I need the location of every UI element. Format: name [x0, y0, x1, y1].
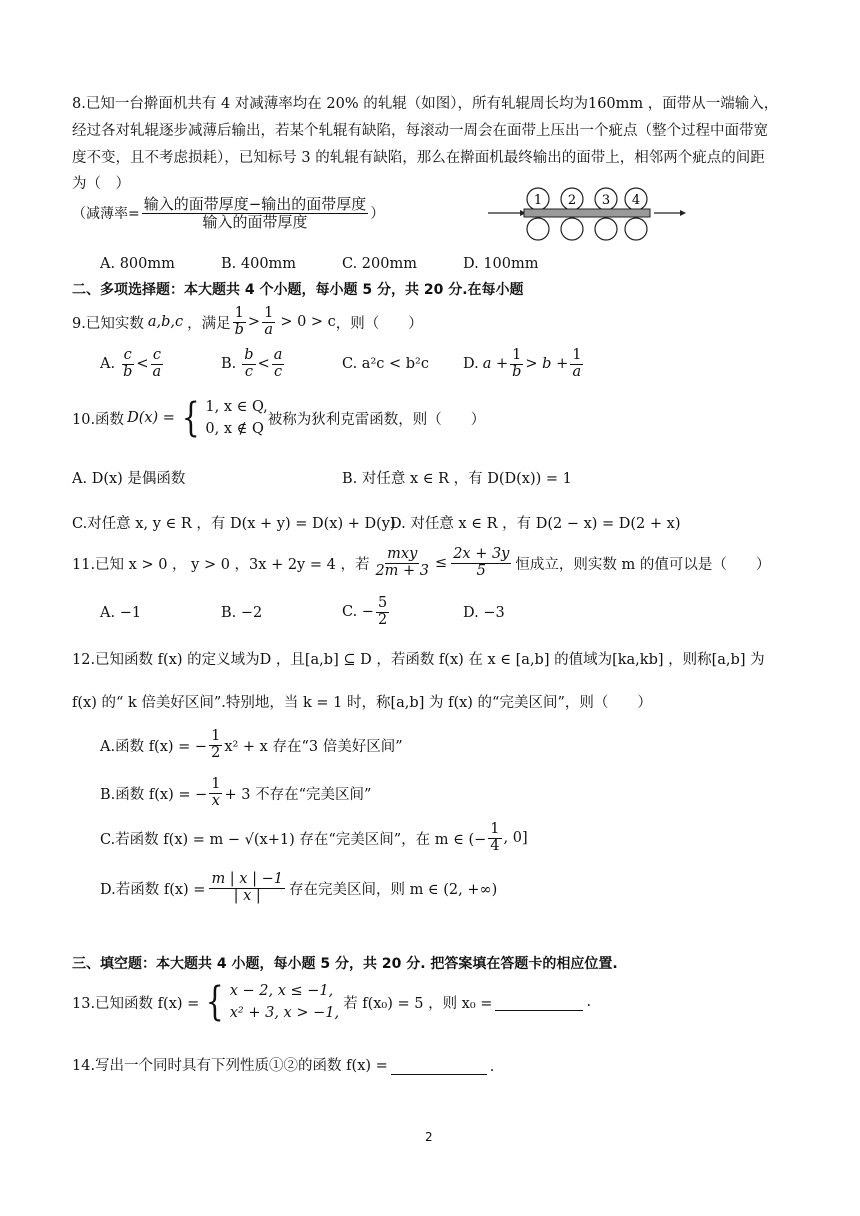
q12-option-d-frac — [209, 872, 285, 905]
q8-option-d: D. 100mm — [463, 256, 539, 272]
q11-option-a: A. −1 — [100, 605, 142, 621]
q11-option-c-frac — [376, 596, 389, 629]
roller-bottom-3 — [595, 218, 617, 240]
q8-option-a: A. 800mm — [100, 256, 175, 272]
q11-frac2 — [451, 547, 511, 580]
q9-frac-1a: $\frac{1}{a}$ — [264, 305, 274, 338]
q13-cases — [202, 980, 339, 1024]
q9-d-frac1: $\frac{1}{b}$ — [512, 347, 522, 380]
q8-option-c: C. 200mm — [342, 256, 417, 272]
q10-cases-list — [205, 396, 267, 440]
q9-option-d-label: D. — [463, 356, 479, 373]
q11-suffix: 恒成立，则实数 m 的值可以是（ ） — [515, 556, 771, 573]
q13-prefix: 13.已知函数 f(x) = — [72, 995, 200, 1012]
q9-mid: ，满足 — [187, 315, 231, 332]
q9-b-frac2: $\frac{a}{c}$ — [273, 347, 283, 380]
q10-stem — [72, 396, 485, 440]
q8-line2: 经过各对轧辊逐步减薄后输出，若某个轧辊有缺陷，每滚动一周会在面带上压出一个疵点（整个过程中面带宽 — [72, 123, 768, 139]
q13-suffix: 若 f(x₀) = 5 ，则 x₀ = — [343, 995, 493, 1012]
q9-b-frac1: $\frac{b}{c}$ — [244, 347, 254, 380]
q9-option-b-label: B. — [221, 356, 237, 373]
q10-option-d: D. 对任意 x ∈ R ，有 D(2 − x) = D(2 + x) — [390, 516, 681, 532]
q13-stem — [72, 980, 591, 1024]
q12-option-a-post: x² + x 存在“3 倍美好区间” — [224, 738, 403, 755]
roller-bottom-1 — [527, 218, 549, 240]
roller-bottom-4 — [625, 218, 647, 240]
q10-case2: 0, x ∉ Q — [205, 421, 264, 437]
q9-a-frac1: $\frac{c}{b}$ — [123, 347, 133, 380]
q9-b-lt: < — [257, 356, 270, 373]
q12-option-b-pre: B.函数 f(x) = − — [100, 786, 208, 803]
section3-title: 三、填空题：本大题共 4 小题，每小题 5 分，共 20 分. 把答案填在答题卡的相应位置. — [72, 956, 618, 972]
q10-option-b: B. 对任意 x ∈ R ，有 D(D(x)) = 1 — [342, 471, 572, 487]
roller-label-2: 2 — [567, 193, 577, 208]
q13-cases-list — [230, 980, 339, 1024]
q8-formula-num: 输入的面带厚度−输出的面带厚度 — [143, 195, 367, 213]
q12-option-c-frac: $\frac{1}{4}$ — [490, 821, 500, 854]
q9-option-b — [221, 348, 286, 381]
roller-diagram — [488, 185, 688, 247]
q9-suffix: ，则（ ） — [335, 315, 423, 332]
q10-cases — [178, 396, 268, 440]
q13-answer-blank[interactable] — [495, 994, 583, 1011]
q12-option-a — [100, 729, 403, 762]
q11-option-c-den: 2 — [377, 611, 388, 628]
q12-option-d-post: 存在完美区间，则 m ∈ (2, +∞) — [288, 881, 498, 898]
q11-le: ≤ — [435, 555, 448, 572]
roller-label-4: 4 — [631, 193, 641, 208]
q9-stem — [72, 306, 423, 339]
q13-case1: x − 2, x ≤ −1, — [229, 983, 334, 999]
q12-option-b — [100, 777, 371, 810]
q10-brace: { — [181, 395, 200, 441]
q14-end: . — [489, 1059, 495, 1075]
q12-option-d-pre: D.若函数 f(x) = — [100, 881, 206, 898]
q13-case2: x² + 3, x > −1, — [229, 1005, 340, 1021]
section2-title: 二、多项选择题：本大题共 4 个小题，每小题 5 分，共 20 分.在每小题 — [72, 282, 524, 298]
q14-answer-blank[interactable] — [391, 1058, 487, 1075]
q10-case1: 1, x ∈ Q, — [205, 399, 268, 415]
q13-end: . — [586, 994, 592, 1010]
q9-option-c: C. a²c < b²c — [342, 356, 429, 372]
q11-option-c-label: C. − — [342, 604, 374, 621]
q9-cond-tail: > 0 > c — [280, 314, 336, 331]
q8-formula — [72, 196, 384, 230]
q9-option-a-label: A. — [100, 356, 116, 373]
q9-vars: a,b,c — [147, 314, 184, 331]
q11-frac1 — [373, 547, 431, 580]
roller-bottom-2 — [561, 218, 583, 240]
q12-option-d-num: m | x | −1 — [211, 871, 283, 887]
q8-line3: 度不变，且不考虑损耗），已知标号 3 的轧辊有缺陷，那么在擀面机最终输出的面带上，相邻两个疵点的间距 — [72, 150, 765, 166]
q12-line2: f(x) 的“ k 倍美好区间”.特别地，当 k = 1 时，称[a,b] 为 f(x) 的“完美区间”，则（ ） — [72, 695, 652, 711]
q10-prefix: 10.函数 — [72, 411, 125, 428]
q14-stem — [72, 1054, 494, 1075]
page-number: 2 — [425, 1130, 433, 1144]
q12-option-d-den: | x | — [233, 887, 261, 904]
q8-formula-suffix: ） — [370, 206, 385, 222]
q11-option-b: B. −2 — [221, 605, 263, 621]
q8-option-b: B. 400mm — [221, 256, 297, 272]
q9-gt: > — [247, 314, 261, 331]
q9-d-frac2: $\frac{1}{a}$ — [572, 347, 582, 380]
q11-frac1-den: 2m + 3 — [375, 562, 430, 579]
q8-line1: 8.已知一台擀面机共有 4 对减薄率均在 20% 的轧辊（如图），所有轧辊周长均为160mm ，面带从一端输入， — [72, 96, 779, 112]
q12-option-b-post: + 3 不存在“完美区间” — [224, 786, 372, 803]
q11-option-c-num: 5 — [377, 595, 388, 611]
q11-stem — [72, 547, 770, 580]
q8-formula-fraction — [142, 196, 369, 230]
q11-prefix: 11.已知 x > 0 ， y > 0 ，3x + 2y = 4 ，若 — [72, 556, 370, 573]
q9-a-frac2: $\frac{c}{a}$ — [152, 347, 162, 380]
q9-a-lt: < — [136, 356, 149, 373]
q10-suffix: 被称为狄利克雷函数，则（ ） — [267, 411, 486, 428]
q11-frac2-num: 2x + 3y — [453, 546, 510, 562]
q11-option-d: D. −3 — [463, 605, 505, 621]
q9-option-a — [100, 348, 165, 381]
q12-option-d — [100, 872, 497, 905]
q9-d-b: > b + — [525, 356, 569, 373]
q12-option-a-pre: A.函数 f(x) = − — [100, 738, 208, 755]
q12-option-c — [100, 822, 528, 855]
q10-func: D(x) = — [127, 410, 175, 426]
q12-option-a-frac: $\frac{1}{2}$ — [211, 728, 221, 761]
q10-option-c: C.对任意 x, y ∈ R ，有 D(x + y) = D(x) + D(y) — [72, 516, 396, 532]
q9-prefix: 9.已知实数 — [72, 315, 144, 332]
dough-sheet — [524, 209, 650, 217]
q11-frac1-num: mxy — [387, 546, 418, 562]
output-arrowhead — [680, 210, 686, 216]
q8-formula-den: 输入的面带厚度 — [202, 212, 308, 231]
q9-option-d — [463, 348, 585, 381]
q12-option-c-tail: , 0] — [503, 830, 528, 847]
q10-option-a: A. D(x) 是偶函数 — [72, 471, 186, 487]
q11-frac2-den: 5 — [476, 562, 486, 579]
q9-d-a: a + — [482, 356, 509, 373]
q14-prefix: 14.写出一个同时具有下列性质①②的函数 f(x) = — [72, 1058, 388, 1074]
q12-option-b-frac: $\frac{1}{x}$ — [211, 776, 221, 809]
q11-option-c — [342, 596, 391, 629]
q8-formula-prefix: （减薄率= — [72, 206, 140, 222]
roller-label-3: 3 — [601, 193, 611, 208]
q12-line1: 12.已知函数 f(x) 的定义域为D ，且[a,b] ⊆ D ，若函数 f(x) 在 x ∈ [a,b] 的值域为[ka,kb] ，则称[a,b] 为 — [72, 652, 765, 668]
q9-frac-1b: $\frac{1}{b}$ — [234, 305, 244, 338]
roller-label-1: 1 — [533, 193, 543, 208]
q12-option-c-text: C.若函数 f(x) = m − √(x+1) 存在“完美区间”，在 m ∈ (− — [100, 831, 487, 848]
q13-brace: { — [206, 979, 224, 1025]
q8-line4: 为（ ） — [72, 176, 130, 192]
